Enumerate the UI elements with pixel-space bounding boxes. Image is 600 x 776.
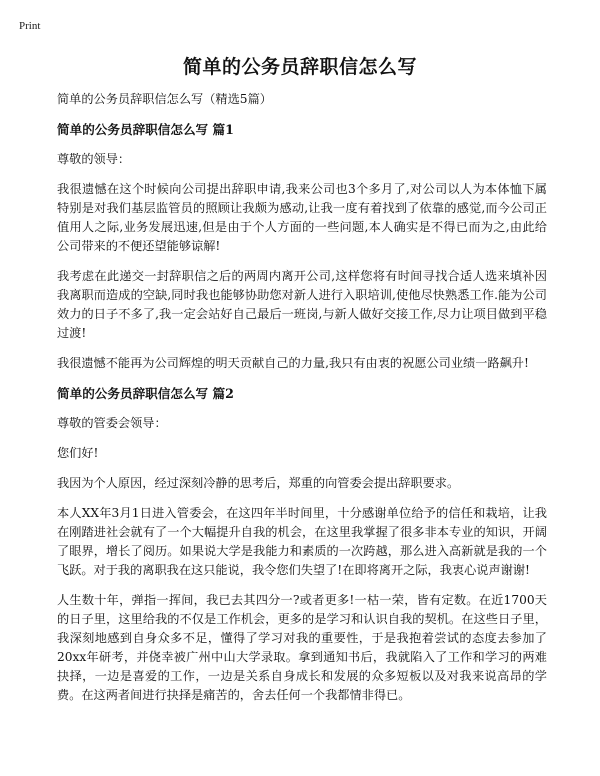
paragraph: 人生数十年，弹指一挥间，我已去其四分一?或者更多!一枯一荣，皆有定数。在近1700天的日子里，这里给我的不仅是工作机会，更多的是学习和认识自我的契机。在这些日子里，我深刻地感到自身众多不足，懂得了学习对我的重要性，于是我抱着尝试的态度去参加了20xx年研考，并侥幸被广州中山大学录取。拿到通知书后，我就陷入了工作和学习的两难抉择，一边是喜爱的工作，一边是关系自身成长和发展的众多短板以及对我来说高昂的学费。在这两者间进行抉择是痛苦的，舍去任何一个我都情非得已。: [57, 593, 547, 702]
document-body: [57, 90, 547, 716]
print-label: Print: [19, 20, 41, 32]
paragraph: 我因为个人原因，经过深刻冷静的思考后，郑重的向管委会提出辞职要求。: [57, 476, 460, 490]
paragraph: 我考虑在此递交一封辞职信之后的两周内离开公司,这样您将有时间寻找合适人选来填补因我离职而造成的空缺,同时我也能够协助您对新人进行入职培训,使他尽快熟悉工作.能为公司效力的日子不多了,我一定会站好自己最后一班岗,与新人做好交接工作,尽力让项目做到平稳过渡!: [57, 269, 547, 340]
paragraph: 我很遗憾不能再为公司辉煌的明天贡献自己的力量,我只有由衷的祝愿公司业绩一路飙升!: [57, 356, 529, 370]
section-heading: 简单的公务员辞职信怎么写 篇2: [57, 386, 234, 401]
greeting: 您们好!: [57, 446, 99, 460]
paragraph: 本人XX年3月1日进入管委会，在这四年半时间里，十分感谢单位给予的信任和栽培，让我在刚踏进社会就有了一个大幅提升自我的机会，在这里我掌握了很多非本专业的知识，开阔了眼界，增长了阅历。如果说大学是我能力和素质的一次跨越，那么进入高新就是我的一个飞跃。对于我的离职我在这只能说，我令您们失望了!在即将离开之际，我衷心说声谢谢!: [57, 506, 547, 577]
section-heading: 简单的公务员辞职信怎么写 篇1: [57, 122, 234, 137]
salutation: 尊敬的管委会领导：: [57, 416, 167, 430]
paragraph: 我很遗憾在这个时候向公司提出辞职申请,我来公司也3个多月了,对公司以人为本体恤下属特别是对我们基层监管员的照顾让我颇为感动,让我一度有着找到了依靠的感觉,而今公司正值用人之际,业务发展迅速,但是由于个人方面的一些问题,本人确实是不得已而为之,由此给公司带来的不便还望能够谅解!: [57, 182, 547, 253]
document-subtitle: 简单的公务员辞职信怎么写（精选5篇）: [57, 92, 272, 106]
document-title: 简单的公务员辞职信怎么写: [182, 56, 417, 78]
salutation: 尊敬的领导：: [57, 152, 131, 166]
